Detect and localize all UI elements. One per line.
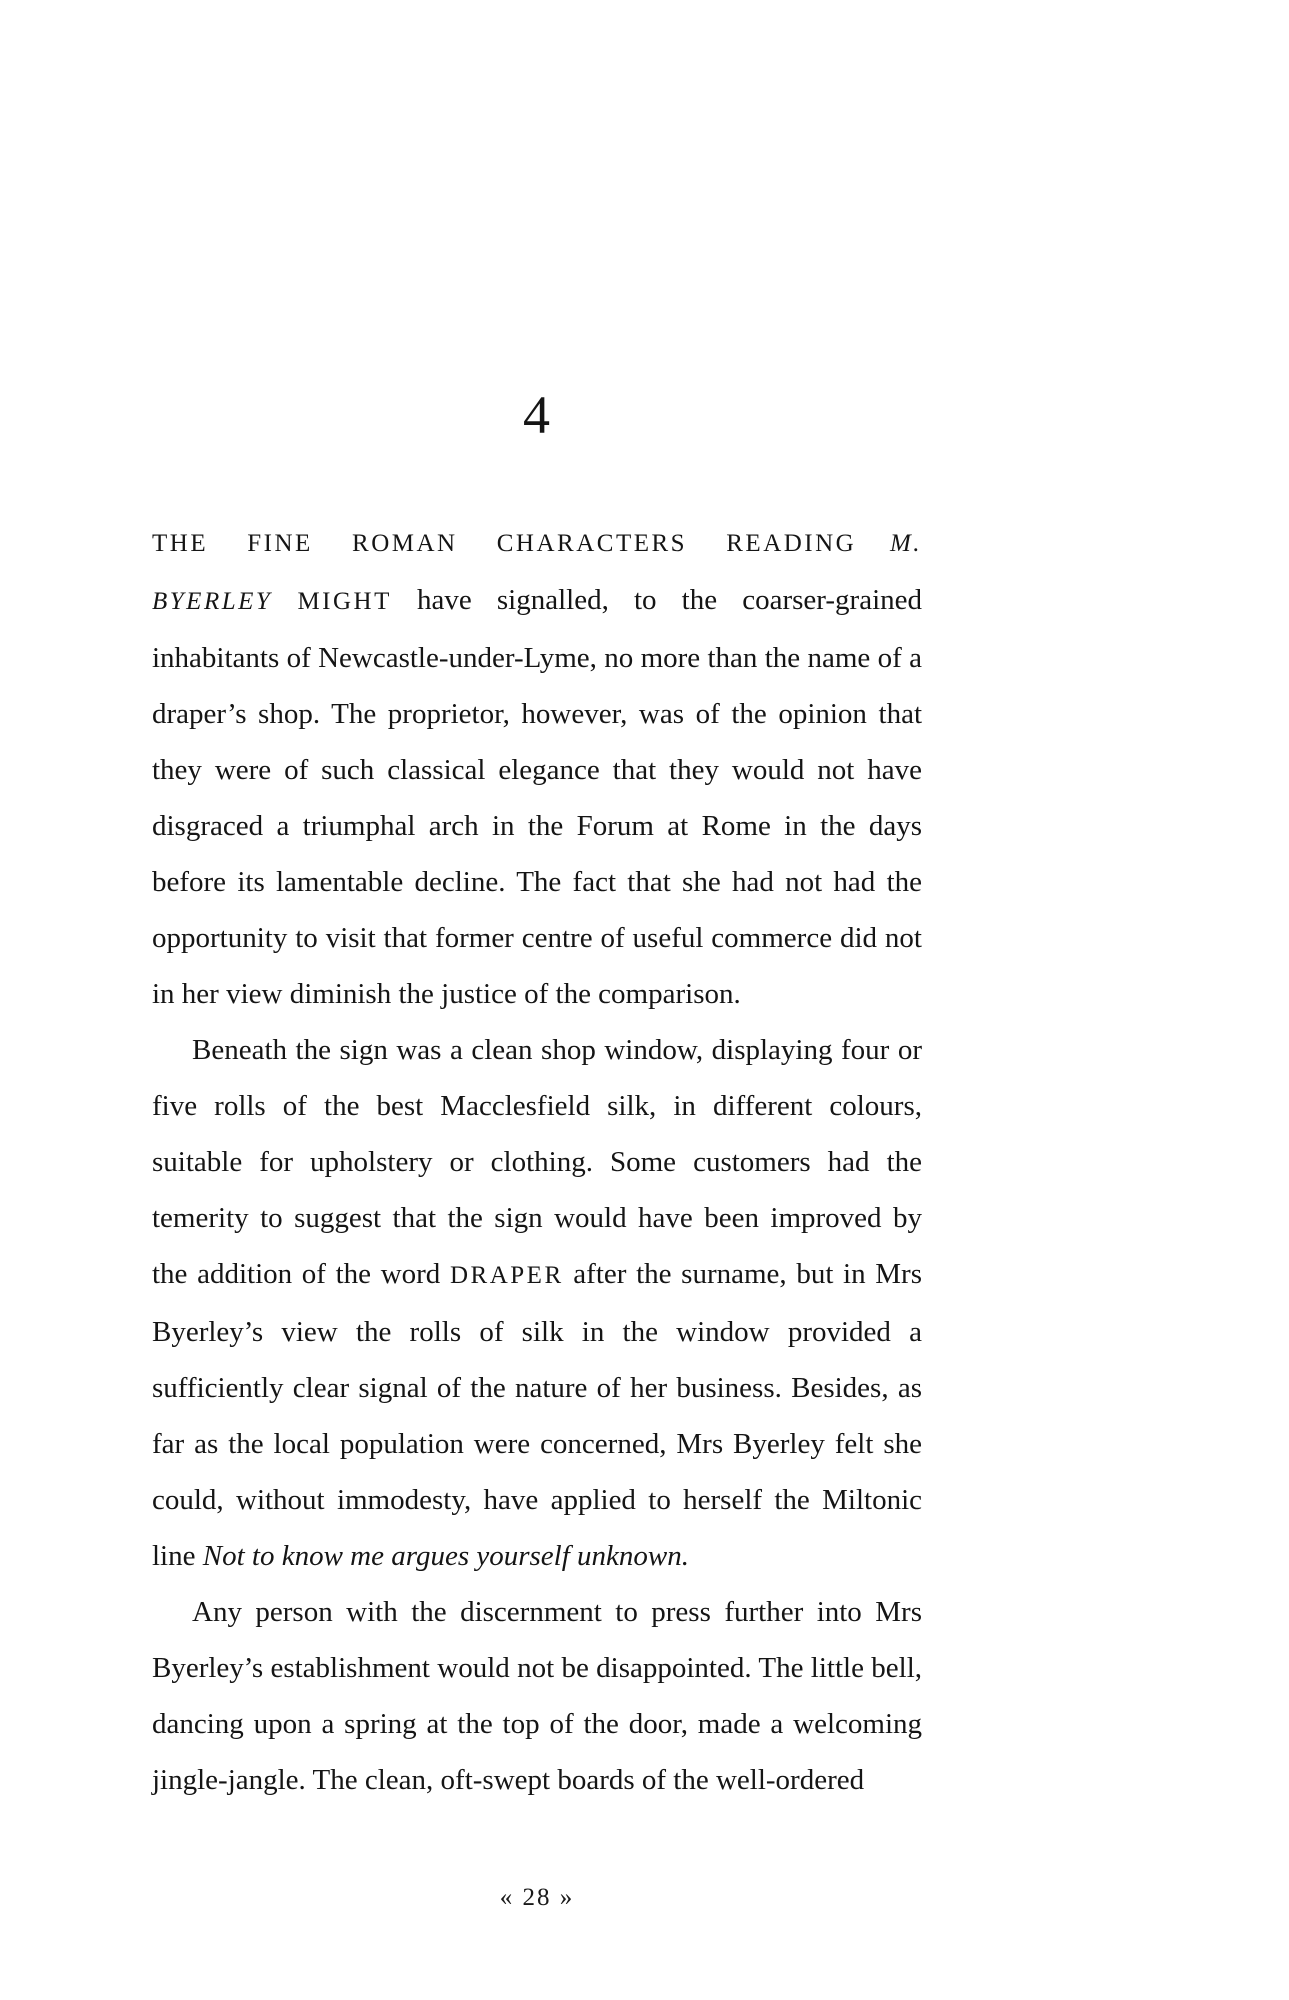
paragraph-2-text-start: Beneath the sign was a clean shop window, displaying four or five rolls of the best Macclesfield silk, in different colours, suitable for upholstery or clothing. Some customers had the temerity to suggest that the sign would have been improved by the addition of the word	[152, 1034, 922, 1290]
opening-spaced-caps: THE FINE ROMAN CHARACTERS READING	[152, 530, 857, 557]
draper-spaced-caps: DRAPER	[449, 1262, 564, 1289]
paragraph-3	[152, 1584, 922, 1808]
miltonic-line-italic: Not to know me argues yourself unknown.	[202, 1540, 689, 1572]
paragraph-2	[152, 1022, 922, 1584]
page-number: « 28 »	[499, 1884, 575, 1911]
text-block	[152, 385, 923, 1808]
paragraph-1-text: have signalled, to the coarser-grained inhabitants of Newcastle-under-Lyme, no more than the name of a draper’s shop. The proprietor, however, was of the opinion that they were of such classical elegance that they would not have disgraced a triumphal arch in the Forum at Rome in the days before its lamentable decline. The fact that she had not had the opportunity to visit that former centre of useful commerce did not in her view diminish the justice of the comparison.	[152, 584, 922, 1010]
paragraph-3-text: Any person with the discernment to press further into Mrs Byerley’s establishment would not be disappointed. The little bell, dancing upon a spring at the top of the door, made a welcoming jingle-jangle. The clean, oft-swept boards of the well-ordered	[152, 1596, 922, 1796]
paragraph-1	[152, 514, 922, 1022]
opening-spaced-caps-end: MIGHT	[297, 588, 392, 615]
opening-caps-italic-name: M. BYERLEY	[152, 530, 923, 615]
chapter-number: 4	[523, 385, 551, 445]
paragraph-2-text-middle: after the surname, but in Mrs Byerley’s view the rolls of silk in the window provided a sufficiently clear signal of the nature of her business. Besides, as far as the local population were concerned, Mrs Byerley felt she could, without immodesty, have applied to herself the Miltonic line	[152, 1258, 922, 1572]
